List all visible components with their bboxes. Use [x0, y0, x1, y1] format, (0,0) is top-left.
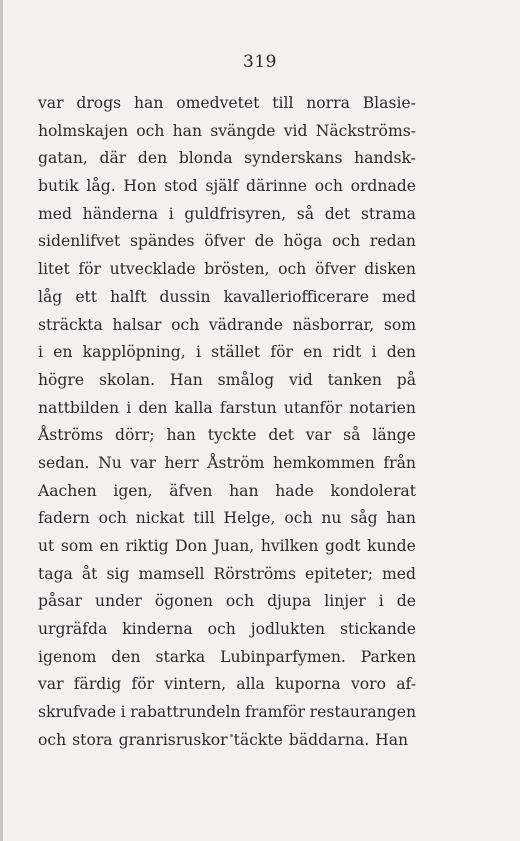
word: händerna [82, 204, 159, 223]
word: rabattrundeln [130, 703, 241, 722]
word: nu [321, 509, 342, 528]
word: herr [164, 453, 199, 472]
word: Hon [123, 177, 157, 196]
word: Blasie- [362, 94, 416, 112]
word: och [278, 260, 307, 279]
word: till [272, 94, 294, 112]
word: i [371, 343, 377, 362]
word: var [305, 426, 332, 445]
text-line [38, 367, 416, 395]
text-line [38, 228, 416, 256]
word: därinne [245, 177, 308, 196]
word: en [99, 537, 119, 555]
word: svängde [210, 121, 276, 140]
word: igen, [113, 481, 153, 500]
word: ordnade [350, 177, 416, 196]
word: för [270, 343, 293, 362]
word: låg. [86, 177, 116, 196]
word: Nu [98, 453, 122, 472]
word: Helge, [223, 509, 276, 528]
word: själf [205, 177, 239, 196]
word: en [53, 343, 73, 362]
text-line [38, 478, 416, 506]
word: sidenlifvet [38, 232, 121, 251]
word: såg [350, 509, 378, 528]
word: urgräfda [38, 620, 108, 639]
text-line [38, 173, 416, 201]
word: dörr; [115, 426, 155, 445]
word: farstun [219, 398, 277, 417]
word: det [324, 204, 351, 223]
text-line [38, 671, 416, 699]
word: den [138, 398, 168, 417]
word: Åströms [38, 426, 104, 445]
word: höga [283, 232, 323, 251]
word: var [38, 94, 64, 112]
word: ögonen [154, 592, 213, 611]
word: täckte [233, 730, 283, 749]
word: han [229, 481, 259, 500]
word: sig [106, 564, 130, 583]
word: i [378, 592, 384, 611]
word: af- [396, 675, 416, 694]
word: var [130, 453, 156, 472]
word: handsk- [354, 149, 416, 168]
word: stod [164, 177, 198, 196]
word: den [111, 647, 141, 666]
word: hade [275, 481, 314, 500]
word: utanför [283, 398, 343, 417]
word: mamsell [138, 564, 205, 583]
word: i [38, 343, 43, 362]
word: nattbilden [38, 398, 120, 417]
word: tanken [327, 370, 382, 389]
word: Åström [207, 453, 265, 472]
word: till [193, 509, 215, 528]
word: det [268, 426, 294, 445]
word: för [78, 260, 101, 279]
word: spändes [130, 232, 195, 251]
text-line [38, 312, 416, 340]
word: utvecklade [109, 260, 196, 279]
word: halft [110, 287, 147, 306]
word: taga [38, 564, 73, 583]
word: vädrande [208, 315, 283, 334]
word: under [95, 592, 142, 611]
word: ut [38, 537, 55, 555]
word: så [296, 204, 315, 223]
word: Han [375, 730, 409, 749]
word: disken [364, 260, 416, 279]
word: den [386, 343, 416, 362]
word: litet [38, 260, 70, 279]
word: brösten, [204, 260, 270, 279]
page-edge [0, 0, 3, 841]
word: kunde [367, 537, 416, 555]
word: och [136, 121, 165, 140]
word: kapplöpning, [82, 343, 186, 362]
word: åt [81, 564, 98, 583]
text-line [38, 201, 416, 229]
word: tyckte [207, 426, 257, 445]
word: skrufvade [38, 703, 117, 722]
word: jodlukten [250, 620, 326, 639]
word: dussin [159, 287, 211, 306]
word: påsar [38, 592, 83, 611]
word: och [332, 232, 361, 251]
word: från [383, 453, 416, 472]
word: holmskajen [38, 121, 129, 140]
word: nickat [135, 509, 185, 528]
word: kinderna [122, 620, 193, 639]
word: skolan. [98, 370, 156, 389]
word: norra [306, 94, 350, 112]
word: var [38, 675, 64, 694]
word: Han [169, 370, 203, 389]
text-line [38, 256, 416, 284]
word: bäddarna. [288, 730, 370, 749]
text-line [38, 145, 416, 173]
word: epiteter; [305, 564, 373, 583]
word: han [134, 94, 164, 112]
word: med [38, 204, 72, 223]
print-speck [230, 734, 233, 737]
word: högre [38, 370, 85, 389]
word: på [396, 370, 416, 389]
word: synderskans [244, 149, 343, 168]
word: Aachen [38, 481, 97, 500]
word: gatan, [38, 149, 88, 168]
text-line [38, 505, 416, 533]
word: riktig [125, 537, 169, 555]
word: framför [245, 703, 306, 722]
word: näsborrar, [292, 315, 375, 334]
word: stora [72, 730, 113, 749]
word: stickande [339, 620, 416, 639]
word: restaurangen [309, 703, 416, 722]
word: sedan. [38, 453, 90, 472]
word: kavalleriofficerare [223, 287, 369, 306]
word: guldfrisyren, [184, 204, 287, 223]
word: voro [350, 675, 386, 694]
word: halsar [112, 315, 162, 334]
body-text [38, 90, 416, 755]
word: granrisruskor [118, 730, 228, 749]
word: med [382, 287, 416, 306]
text-line [38, 422, 416, 450]
word: öfver [314, 260, 356, 279]
word: och [98, 509, 127, 528]
word: vid [283, 121, 308, 140]
word: vintern, [164, 675, 227, 694]
word: i [126, 398, 132, 417]
word: för [131, 675, 155, 694]
word: fadern [38, 509, 90, 528]
page-number: 319 [243, 52, 277, 72]
text-line [38, 616, 416, 644]
word: hvilken [260, 537, 319, 555]
word: stället [211, 343, 261, 362]
word: Juan, [213, 537, 255, 555]
text-line [38, 395, 416, 423]
word: och [225, 592, 255, 611]
word: Don [175, 537, 208, 555]
text-line [38, 699, 416, 727]
word: den [137, 149, 168, 168]
word: så [343, 426, 361, 445]
text-line [38, 561, 416, 589]
word: och [207, 620, 236, 639]
word: de [254, 232, 274, 251]
word: färdig [73, 675, 122, 694]
word: i [195, 343, 201, 362]
word: vid [288, 370, 313, 389]
word: som [60, 537, 94, 555]
word: Lubinparfymen. [220, 647, 346, 666]
text-line [38, 588, 416, 616]
word: med [381, 564, 416, 583]
word: sträckta [38, 315, 103, 334]
text-line [38, 284, 416, 312]
text-line [38, 727, 416, 755]
word: länge [372, 426, 416, 445]
text-line [38, 339, 416, 367]
word: Rörströms [213, 564, 297, 583]
word: kuporna [275, 675, 341, 694]
word: notarien [349, 398, 416, 417]
word: de [396, 592, 416, 611]
word: han [166, 426, 196, 445]
word: kalla [174, 398, 213, 417]
word: ridt [332, 343, 362, 362]
word: där [99, 149, 127, 168]
word: linjer [324, 592, 366, 611]
word: och [284, 509, 313, 528]
text-line [38, 450, 416, 478]
word: starka [155, 647, 206, 666]
word: igenom [38, 647, 97, 666]
word: och [38, 730, 67, 749]
text-line [38, 533, 416, 561]
word: redan [369, 232, 416, 251]
text-line [38, 90, 416, 118]
word: han [386, 509, 416, 528]
text-line [38, 644, 416, 672]
word: butik [38, 177, 79, 196]
word: låg [38, 287, 63, 306]
word: omedvetet [176, 94, 260, 112]
word: hemkommen [273, 453, 375, 472]
word: godt [324, 537, 361, 555]
word: alla [236, 675, 265, 694]
word: en [303, 343, 323, 362]
word: öfver [204, 232, 245, 251]
word: Näckströms- [315, 121, 416, 140]
word: och [314, 177, 343, 196]
word: i [120, 703, 126, 722]
word: smålog [217, 370, 275, 389]
word: strama [360, 204, 416, 223]
word: ett [75, 287, 98, 306]
word: blonda [178, 149, 233, 168]
word: som [383, 315, 416, 334]
word: äfven [169, 481, 213, 500]
word: Parken [360, 647, 416, 666]
text-line [38, 118, 416, 146]
word: kondolerat [330, 481, 416, 500]
word: och [171, 315, 200, 334]
word: djupa [267, 592, 312, 611]
word: han [172, 121, 202, 140]
word: drogs [76, 94, 122, 112]
word: i [168, 204, 174, 223]
